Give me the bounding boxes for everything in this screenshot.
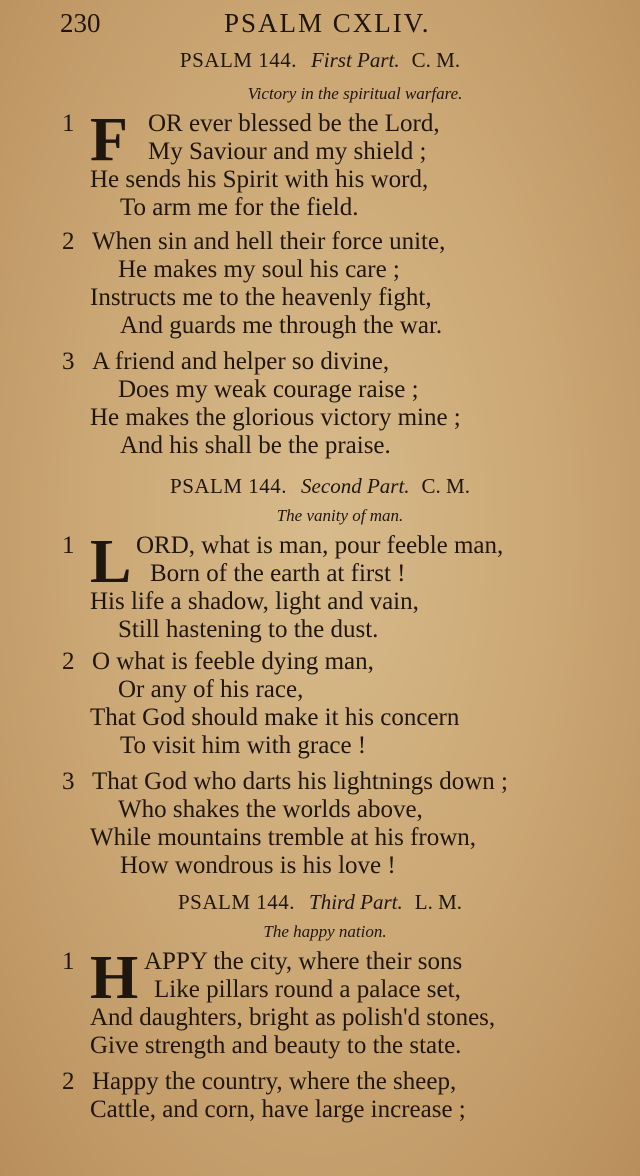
verse-line: My Saviour and my shield ; [148,138,427,165]
verse-line: Give strength and beauty to the state. [90,1032,462,1059]
verse-line: OR ever blessed be the Lord, [148,110,440,137]
verse-line: He makes my soul his care ; [118,256,400,283]
verse-line: That God should make it his concern [90,704,460,731]
meter-label: C. M. [421,474,470,498]
verse-number: 2 [62,1068,75,1095]
verse-number: 1 [62,110,75,137]
verse-line: His life a shadow, light and vain, [90,588,419,615]
verse-line: Like pillars round a palace set, [154,976,461,1003]
running-title: PSALM CXLIV. [224,8,431,38]
psalm-label: PSALM 144. [179,48,297,72]
verse-line: APPY the city, where their sons [144,948,463,975]
verse-line: Or any of his race, [118,676,304,703]
verse-line: Does my weak courage raise ; [118,376,419,403]
verse-line: A friend and helper so divine, [92,348,390,375]
verse-line: Still hastening to the dust. [118,616,379,643]
verse-number: 2 [62,228,75,255]
verse-line: How wondrous is his love ! [120,852,396,879]
verse-line: To arm me for the field. [120,194,359,221]
part-label: Second Part. [301,474,410,498]
drop-cap: H [90,944,139,1012]
page-number: 230 [60,8,101,38]
part-label: First Part. [310,48,400,72]
verse-line: Happy the country, where the sheep, [92,1068,457,1095]
part-label: Third Part. [309,890,403,914]
verse-line: Born of the earth at first ! [150,560,406,587]
verse-line: He sends his Spirit with his word, [90,166,429,193]
verse-number: 3 [62,768,75,795]
page-header [0,6,640,40]
part-heading-third [0,890,640,915]
part-subtitle-second: The vanity of man. [276,506,404,525]
verse-line: Instructs me to the heavenly fight, [90,284,432,311]
verse-line: And daughters, bright as polish'd stones, [90,1004,496,1031]
verse-line: And his shall be the praise. [120,432,391,459]
verse-number: 2 [62,648,75,675]
verse-number: 1 [62,532,75,559]
part-subtitle-first: Victory in the spiritual warfare. [247,84,463,103]
meter-label: C. M. [411,48,461,72]
part-heading-first [0,48,640,73]
part-subtitle-third: The happy nation. [263,922,387,941]
verse-line: To visit him with grace ! [120,732,367,759]
part-heading-second [0,474,640,499]
verse-line: O what is feeble dying man, [92,648,374,675]
psalm-label: PSALM 144. [170,474,288,498]
drop-cap: L [90,528,132,596]
verse-line: And guards me through the war. [120,312,443,339]
verse-line: While mountains tremble at his frown, [90,824,477,851]
psalm-label: PSALM 144. [177,890,296,914]
verse-line: ORD, what is man, pour feeble man, [136,532,504,559]
verse-line: Cattle, and corn, have large increase ; [90,1096,466,1123]
meter-label: L. M. [414,890,463,914]
verse-line: That God who darts his lightnings down ; [92,768,508,795]
verse-number: 1 [62,948,75,975]
verse-number: 3 [62,348,75,375]
verse-line: He makes the glorious victory mine ; [90,404,461,431]
verse-line: When sin and hell their force unite, [92,228,446,255]
verse-line: Who shakes the worlds above, [118,796,423,823]
drop-cap: F [90,106,128,174]
